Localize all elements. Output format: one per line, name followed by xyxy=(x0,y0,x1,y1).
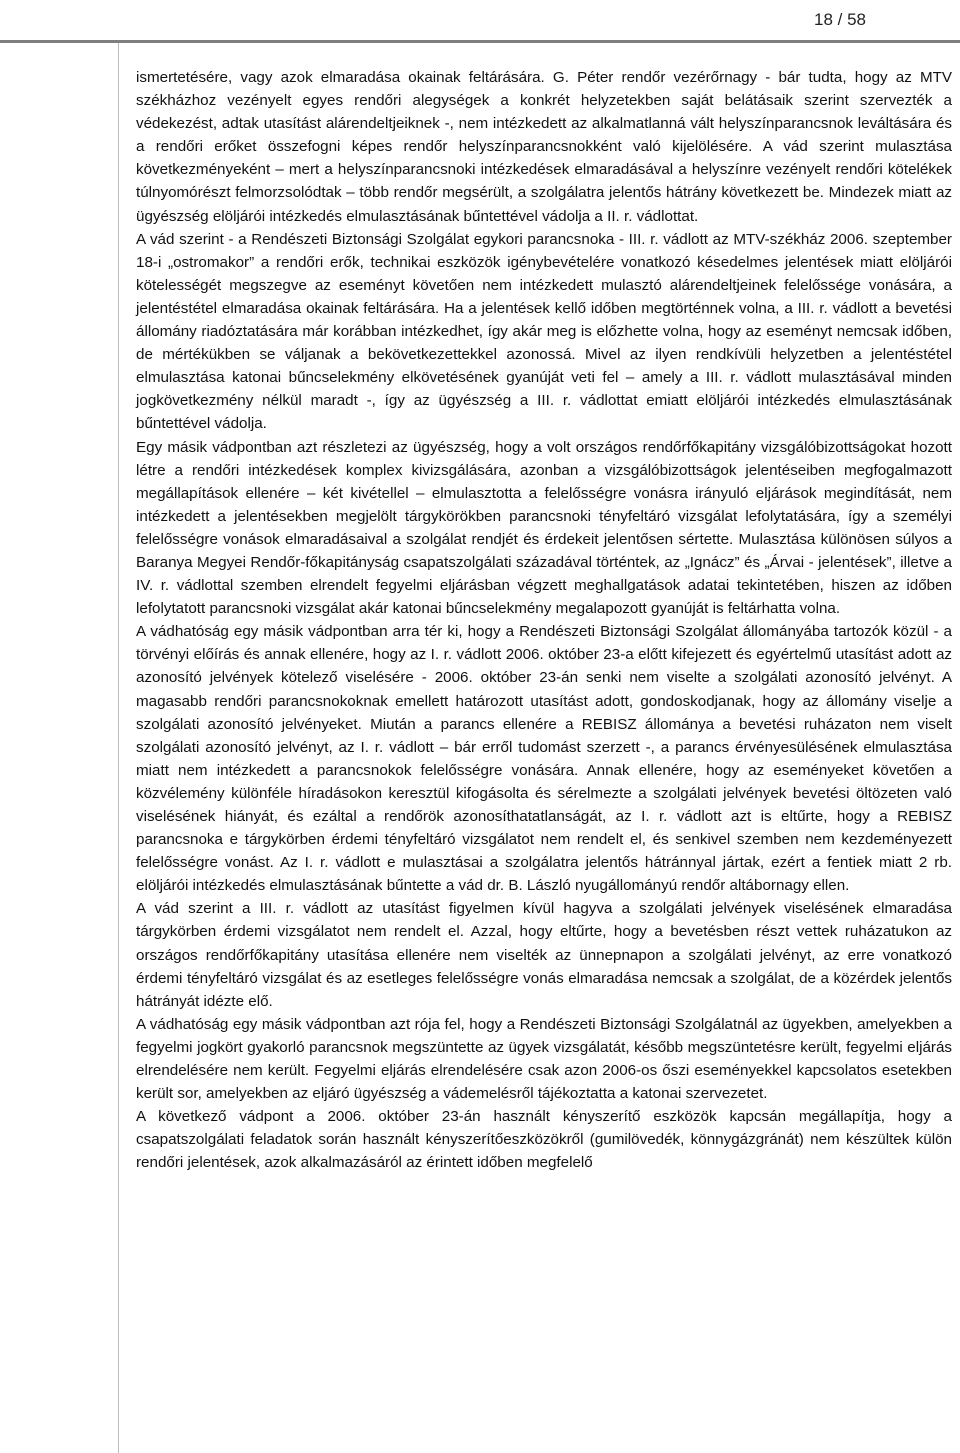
paragraph: A következő vádpont a 2006. október 23-án használt kényszerítő eszközök kapcsán megállapítja, hogy a csapatszolgálati feladatok során használt kényszerítőeszközökről (gumilövedék, könnygázgránát) nem készültek külön rendőri jelentések, azok alkalmazásáról az érintett időben megfelelő xyxy=(136,1108,952,1172)
page-number: 18 / 58 xyxy=(814,10,866,29)
margin-rule xyxy=(118,43,119,1453)
header-rule xyxy=(0,40,960,43)
paragraph: A vád szerint a III. r. vádlott az utasítást figyelmen kívül hagyva a szolgálati jelvények viselésének elmaradása tárgykörben érdemi vizsgálatot nem rendelt el. Azzal, hogy eltűrte, hogy a bevetésben részt vettek ruházatukon az országos rendőrfőkapitány utasítása ellenére nem viselték az ünnepnapon a szolgálati jelvényt, az erre vonatkozó érdemi tényfeltáró vizsgálat és az esetleges felelősségre vonás elmaradása nemcsak a szolgálat, de a közérdek jelentős hátrányát idézte elő. xyxy=(136,900,952,1010)
paragraph: ismertetésére, vagy azok elmaradása okainak feltárására. G. Péter rendőr vezérőrnagy - bár tudta, hogy az MTV székházhoz vezényelt egyes rendőri alegységek a konkrét helyzetekben saját belátásaik szerint szervezték a védekezést, adtak utasítást alárendeltjeiknek -, nem intézkedett az alkalmatlanná vált helyszínparancsnok leváltására és a rendőri erőket összefogni képes rendőr helyszínparancsnokként való kijelölésére. A vád szerint mulasztása következményeként – mert a helyszínparancsnoki intézkedések elmaradásával a helyszínre vezényelt rendőri kötelékek túlnyomórészt felmorzsolódtak – több rendőr megsérült, a szolgálatra jelentős hátrány következett be. Mindezek miatt az ügyészség elöljárói intézkedés elmulasztásának bűntettével vádolja a II. r. vádlottat. xyxy=(136,69,952,225)
paragraph: A vádhatóság egy másik vádpontban azt rója fel, hogy a Rendészeti Biztonsági Szolgálatnál az ügyekben, amelyekben a fegyelmi jogkört gyakorló parancsnok megszüntette az ügyek vizsgálatát, később megszüntetésre került, fegyelmi eljárás elrendelésére nem került. Fegyelmi eljárás elrendelésére csak azon 2006-os őszi eseményekkel kapcsolatos esetekben került sor, amelyekben az eljáró ügyészség a vádemelésről tájékoztatta a katonai szervezetet. xyxy=(136,1015,952,1103)
paragraph: Egy másik vádpontban azt részletezi az ügyészség, hogy a volt országos rendőrfőkapitány vizsgálóbizottságokat hozott létre a rendőri intézkedések komplex kivizsgálására, azonban a vizsgálóbizottságok jelentéseiben megfogalmazott megállapítások ellenére – két kivétellel – elmulasztotta a felelősségre vonásra irányuló eljárások megindítását, nem intézkedett a jelentésekben megjelölt tárgykörökben parancsnoki tényfeltáró vizsgálat lefolytatására, így a személyi felelősségre vonások elmaradásaival a szolgálat rendjét és érdekeit jelentősen sértette. Mulasztása különösen súlyos a Baranya Megyei Rendőr-főkapitányság csapatszolgálati századával történtek, az „Ignácz” és „Árvai - jelentések”, illetve a IV. r. vádlottal szemben elrendelt fegyelmi eljárásban végzett meghallgatások adatai tekintetében, hiszen az időben lefolytatott parancsnoki vizsgálat akár katonai bűncselekmény megalapozott gyanúját is feltárhatta volna. xyxy=(136,438,952,618)
paragraph: A vád szerint - a Rendészeti Biztonsági Szolgálat egykori parancsnoka - III. r. vádlott az MTV-székház 2006. szeptember 18-i „ostromakor” a rendőri erők, technikai eszközök igénybevételére vonatkozó késedelmes jelentések miatt elöljárói kötelességét megszegve az eseményt követően nem intézkedett mulasztó alárendeltjeinek felelőssége vonására, a jelentéstétel elmaradása okainak feltárására. Ha a jelentések kellő időben megtörténnek volna, a III. r. vádlott a bevetési állomány riadóztatására már korábban intézkedhet, így akár meg is előzhette volna, hogy az eseményt nemcsak időben, de mértékükben se váljanak a bekövetkezettekkel azonossá. Mivel az ilyen rendkívüli helyzetben a jelentéstétel elmulasztása katonai bűncselekmény elkövetésének gyanúját veti fel – amely a III. r. vádlott mulasztásával minden jogkövetkezmény nélkül maradt -, így az ügyészség a III. r. vádlottat emiatt elöljárói intézkedés elmulasztásának bűntettével vádolja. xyxy=(136,230,952,433)
document-body xyxy=(136,66,952,1175)
paragraph: A vádhatóság egy másik vádpontban arra tér ki, hogy a Rendészeti Biztonsági Szolgálat állományába tartozók közül - a törvényi előírás és annak ellenére, hogy az I. r. vádlott 2006. október 23-a előtt kifejezett és egyértelmű utasítást adott az azonosító jelvények kötelező viselésére - 2006. október 23-án senki nem viselte a szolgálati azonosító jelvényt. A magasabb rendőri parancsnokoknak emellett határozott utasítást adott, gondoskodjanak, hogy az állomány viselje a szolgálati azonosító jelvényeket. Miután a parancs ellenére a REBISZ állománya a bevetési ruházaton nem viselt szolgálati azonosító jelvényt, az I. r. vádlott – bár erről tudomást szerzett -, a parancs érvényesülésének elmulasztása miatt nem intézkedett a parancsnokok felelősségre vonására. Annak ellenére, hogy az eseményeket követően a közvélemény különféle híradásokon keresztül kifogásolta és sérelmezte a szolgálati jelvények bevetési öltözeten való viselésének hiányát, és ezáltal a rendőrök azonosíthatatlanságát, az I. r. vádlott azt is eltűrte, hogy a REBISZ parancsnoka e tárgykörben érdemi tényfeltáró vizsgálatot nem rendelt el, és senkivel szemben nem kezdeményezett felelősségre vonást. Az I. r. vádlott e mulasztásai a szolgálatra jelentős hátránnyal jártak, ezért a fentiek miatt 2 rb. elöljárói intézkedés elmulasztásának bűntette a vád dr. B. László nyugállományú rendőr altábornagy ellen. xyxy=(136,623,952,895)
